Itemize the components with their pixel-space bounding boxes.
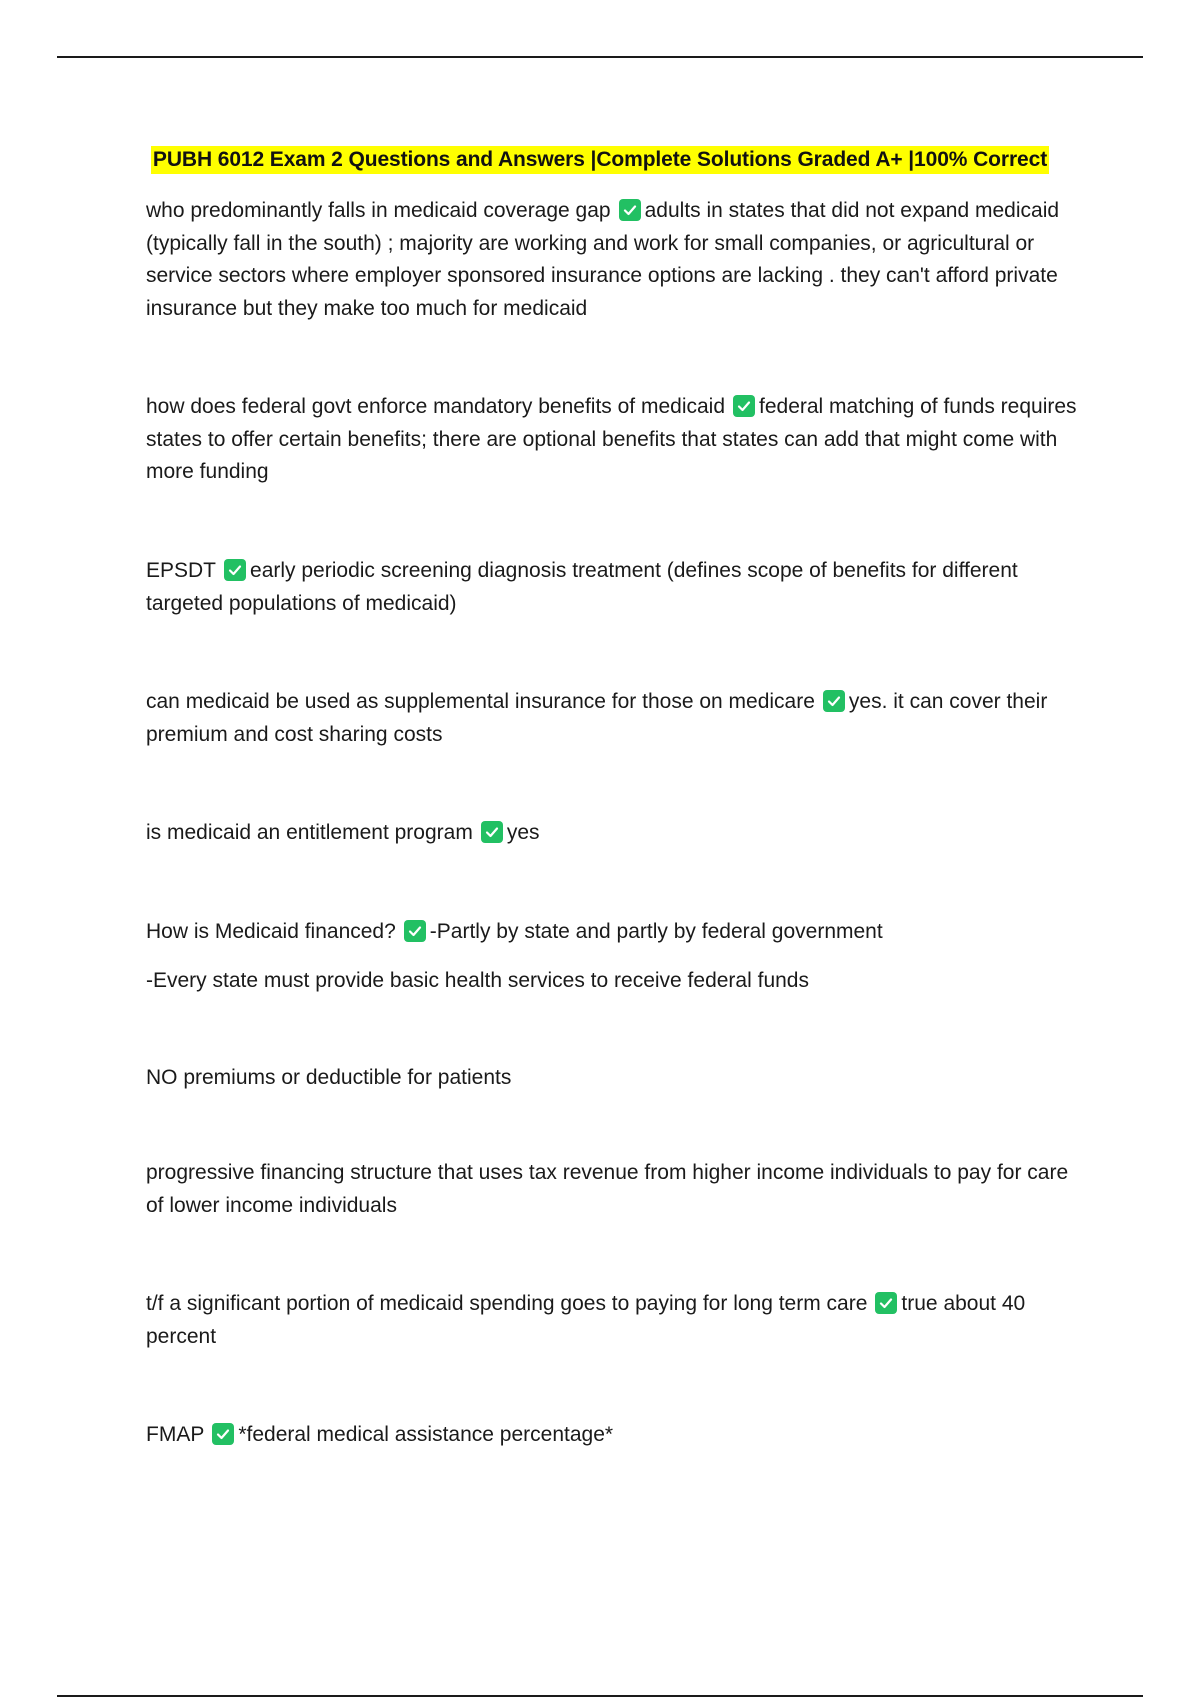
qa-line [146, 686, 1082, 751]
qa-item-6 [146, 916, 1082, 949]
answer-continuation: -Every state must provide basic health services to receive federal funds [146, 969, 809, 992]
qa-item-6-continuation-2 [146, 1062, 1082, 1095]
check-mark-icon [619, 199, 641, 221]
check-mark-icon [733, 395, 755, 417]
question-text: who predominantly falls in medicaid coverage gap [146, 199, 611, 222]
qa-item-3 [146, 555, 1082, 620]
qa-line [146, 555, 1082, 620]
question-text: is medicaid an entitlement program [146, 821, 473, 844]
answer-text: adults in states that did not expand medicaid (typically fall in the south) ; majority are working and work for small companies, or agricultural or service sectors where employer sponsored insurance options are lacking . they can't afford private insurance but they make too much for medicaid [146, 199, 1060, 320]
check-mark-icon [212, 1423, 234, 1445]
check-mark-icon [875, 1292, 897, 1314]
check-mark-icon [823, 690, 845, 712]
answer-text: yes. it can cover their premium and cost sharing costs [146, 690, 1048, 746]
qa-item-6-continuation-3 [146, 1157, 1082, 1222]
answer-text: -Partly by state and partly by federal government [429, 920, 883, 943]
question-text: how does federal govt enforce mandatory benefits of medicaid [146, 395, 726, 418]
question-text: FMAP [146, 1423, 205, 1446]
top-divider [57, 56, 1143, 58]
question-text: can medicaid be used as supplemental insurance for those on medicare [146, 690, 815, 713]
qa-line [146, 916, 1082, 949]
answer-continuation: progressive financing structure that uses tax revenue from higher income individuals to pay for care of lower income individuals [146, 1161, 1069, 1217]
document-title: PUBH 6012 Exam 2 Questions and Answers |Complete Solutions Graded A+ |100% Correct [151, 146, 1049, 174]
qa-item-6-continuation-1 [146, 965, 1082, 998]
check-mark-icon [481, 821, 503, 843]
title-container [0, 146, 1200, 174]
question-text: EPSDT [146, 559, 217, 582]
qa-line [146, 817, 1082, 850]
bottom-divider [57, 1695, 1143, 1697]
question-text: t/f a significant portion of medicaid spending goes to paying for long term care [146, 1292, 868, 1315]
qa-item-1 [146, 195, 1082, 325]
check-mark-icon [404, 920, 426, 942]
qa-line [146, 1419, 1082, 1452]
qa-item-8 [146, 1419, 1082, 1452]
answer-text: yes [506, 821, 540, 844]
check-mark-icon [224, 559, 246, 581]
qa-item-5 [146, 817, 1082, 850]
answer-text: federal matching of funds requires states to offer certain benefits; there are optional benefits that states can add that might come with more funding [146, 395, 1077, 483]
qa-line [146, 391, 1082, 489]
answer-text: *federal medical assistance percentage* [238, 1423, 614, 1446]
qa-item-2 [146, 391, 1082, 489]
qa-item-4 [146, 686, 1082, 751]
answer-text: true about 40 percent [146, 1292, 1026, 1348]
answer-text: early periodic screening diagnosis treatment (defines scope of benefits for different targeted populations of medicaid) [146, 559, 1018, 615]
qa-line [146, 1288, 1082, 1353]
answer-continuation: NO premiums or deductible for patients [146, 1066, 512, 1089]
qa-item-7 [146, 1288, 1082, 1353]
qa-line [146, 195, 1082, 325]
question-text: How is Medicaid financed? [146, 920, 396, 943]
